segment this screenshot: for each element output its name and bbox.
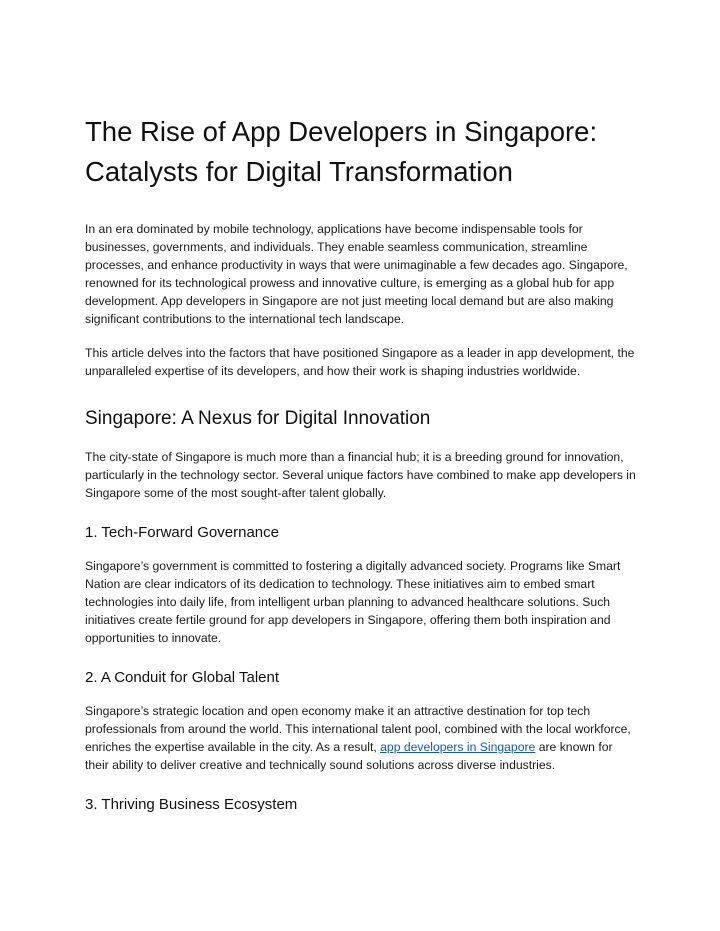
section-heading-digital-innovation: Singapore: A Nexus for Digital Innovation: [85, 408, 431, 429]
subheading-global-talent: 2. A Conduit for Global Talent: [85, 669, 280, 686]
article-title: The Rise of App Developers in Singapore: Catalysts for Digital Transformation: [85, 116, 598, 187]
paragraph-global-talent-text-after: are known for their ability to deliver creative and technically sound solutions across diverse industries.: [85, 740, 613, 772]
app-developers-singapore-link[interactable]: app developers in Singapore: [380, 740, 536, 754]
subheading-business-ecosystem: 3. Thriving Business Ecosystem: [85, 796, 298, 813]
section-paragraph-digital-innovation: The city-state of Singapore is much more than a financial hub; it is a breeding ground for innovation, particularly in the technology sector. Several unique factors have combined to make app developers in Singapore some of the most sought-after talent globally.: [85, 450, 636, 500]
paragraph-global-talent: [85, 702, 637, 774]
subheading-tech-forward-governance: 1. Tech-Forward Governance: [85, 524, 279, 541]
paragraph-tech-forward-governance: Singapore’s government is committed to fostering a digitally advanced society. Programs like Smart Nation are clear indicators of its dedication to technology. These initiatives aim to embed smart technologies into daily life, from intelligent urban planning to advanced healthcare solutions. Such initiatives create fertile ground for app developers in Singapore, offering them both inspiration and opportunities to innovate.: [85, 559, 621, 645]
document-page: [85, 112, 637, 829]
intro-paragraph-2: This article delves into the factors that have positioned Singapore as a leader in app development, the unparalleled expertise of its developers, and how their work is shaping industries worldwide.: [85, 346, 635, 378]
intro-paragraph-1: In an era dominated by mobile technology, applications have become indispensable tools for businesses, governments, and individuals. They enable seamless communication, streamline processes, and enhance productivity in ways that were unimaginable a few decades ago. Singapore, renowned for its technological prowess and innovative culture, is emerging as a global hub for app development. App developers in Singapore are not just meeting local demand but are also making significant contributions to the international tech landscape.: [85, 222, 628, 326]
paragraph-global-talent-text-before: Singapore’s strategic location and open economy make it an attractive destination for top tech professionals from around the world. This international talent pool, combined with the local workforce, enriches the expertise available in the city. As a result,: [85, 704, 631, 754]
